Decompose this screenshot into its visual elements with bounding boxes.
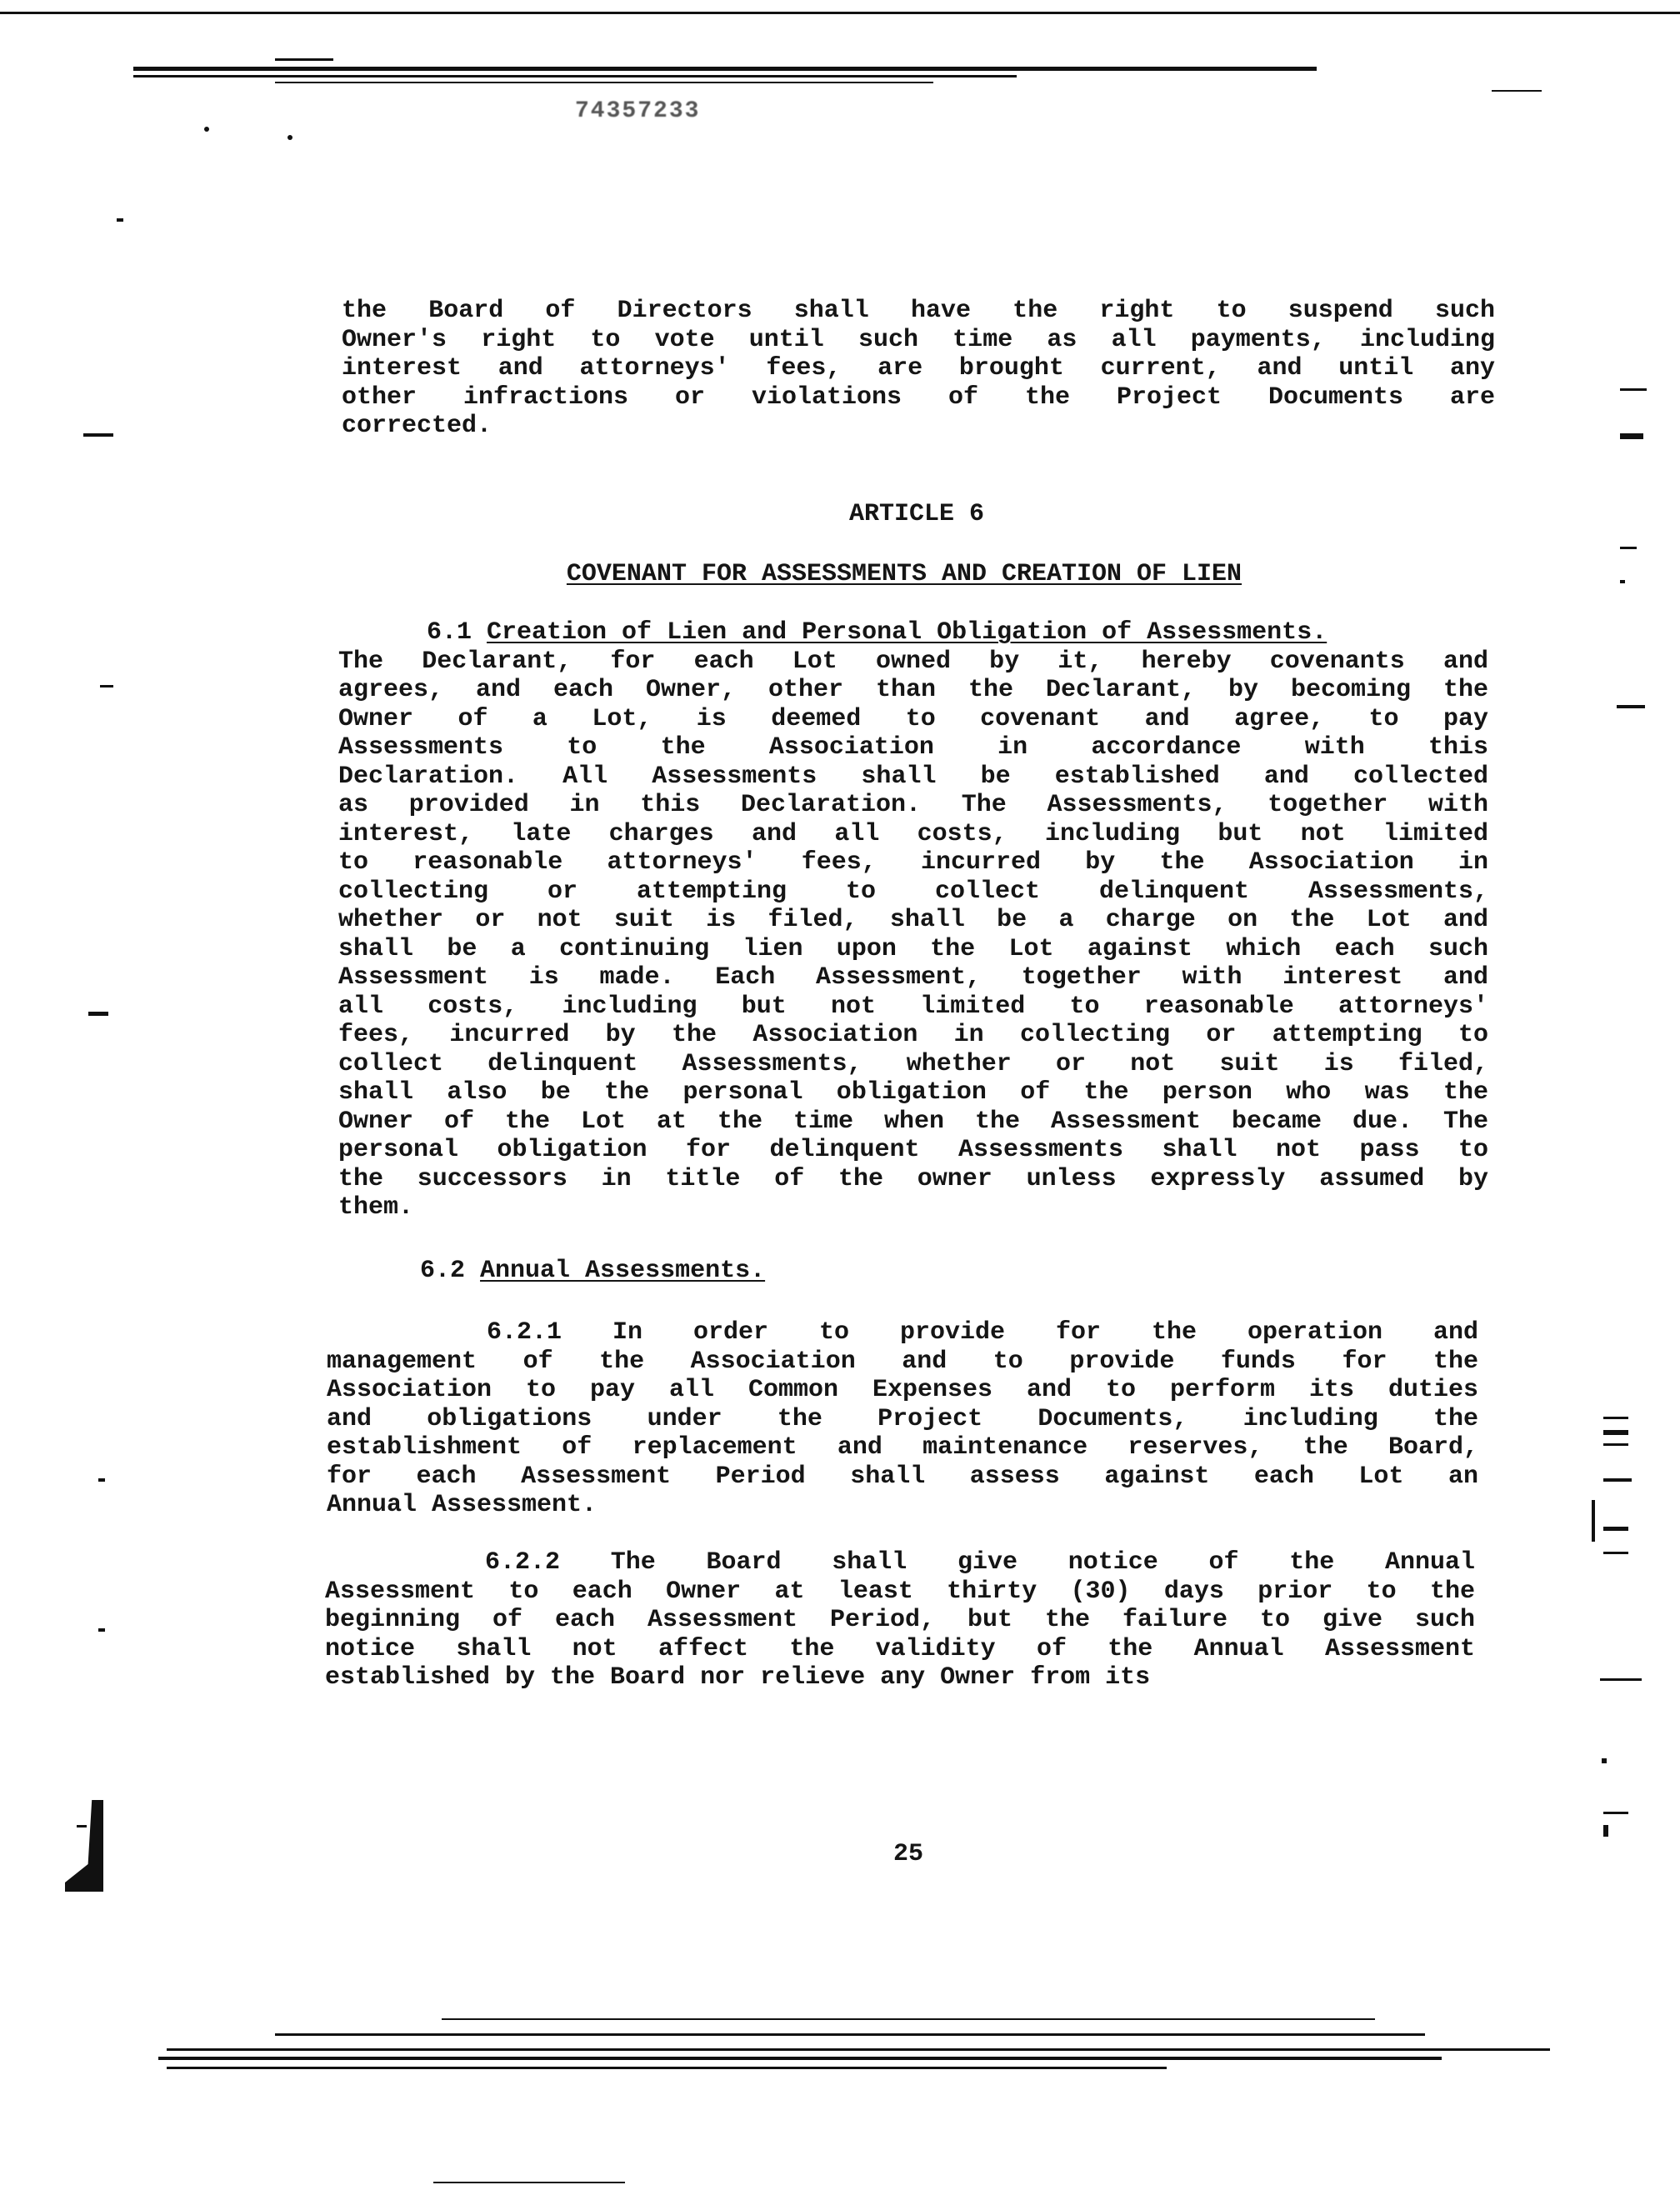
scan-rule-bottom-3	[167, 2048, 1550, 2051]
text-line: collecting or attempting to collect delinquent Assessments,	[338, 877, 1488, 906]
margin-mark	[1620, 580, 1625, 583]
scan-rule-top-5	[1492, 90, 1542, 92]
margin-mark	[1603, 1552, 1628, 1554]
text-line: all costs, including but not limited to reasonable attorneys'	[338, 992, 1488, 1021]
margin-mark	[1620, 433, 1643, 439]
text-line: and obligations under the Project Documents, including the	[327, 1404, 1478, 1433]
text-line: Owner of the Lot at the time when the Assessment became due. The	[338, 1107, 1488, 1136]
text-line: established by the Board nor relieve any Owner from its	[325, 1663, 1151, 1692]
margin-mark	[77, 1825, 87, 1828]
margin-mark	[100, 685, 113, 688]
text-line: interest, late charges and all costs, including but not limited	[338, 819, 1488, 848]
text-line: Owner's right to vote until such time as all payments, including	[342, 325, 1495, 354]
text-line: fees, incurred by the Association in collecting or attempting to	[338, 1021, 1488, 1049]
header-stamp: 74357233	[575, 98, 701, 124]
scan-rule-top-4	[275, 82, 933, 83]
margin-mark	[1592, 1500, 1595, 1542]
margin-mark	[1603, 1417, 1628, 1419]
section-6-2-2	[325, 1548, 1475, 1692]
section-6-2-heading-row	[420, 1257, 1170, 1286]
text-line: Annual Assessment.	[327, 1491, 598, 1519]
scan-dot	[288, 135, 292, 140]
text-line: notice shall not affect the validity of the Annual Assessment	[325, 1634, 1475, 1663]
text-line: shall also be the personal obligation of the person who was the	[338, 1078, 1488, 1107]
margin-blot	[65, 1800, 103, 1892]
text-line: beginning of each Assessment Period, but the failure to give such	[325, 1606, 1475, 1634]
margin-mark	[1620, 388, 1647, 391]
margin-mark	[98, 1478, 105, 1482]
text-line: Assessments to the Association in accordance with this	[338, 733, 1488, 762]
margin-mark	[1603, 1443, 1628, 1446]
article-title: ARTICLE 6	[848, 500, 985, 528]
text-line: interest and attorneys' fees, are brought current, and until any	[342, 354, 1495, 382]
scan-rule-bottom-1	[442, 2018, 1375, 2020]
article-subtitle	[467, 560, 1342, 588]
text-line: Owner of a Lot, is deemed to covenant and agree, to pay	[338, 704, 1488, 733]
scan-rule-top-1	[275, 58, 333, 61]
section-6-1-heading: Creation of Lien and Personal Obligation of Assessments.	[487, 618, 1328, 647]
text-line: collect delinquent Assessments, whether or not suit is filed,	[338, 1049, 1488, 1078]
section-6-2-1	[327, 1318, 1478, 1520]
section-6-2-heading-line	[420, 1257, 1170, 1286]
section-6-1-number: 6.1	[427, 618, 472, 647]
section-6-1-heading-line	[338, 618, 1488, 648]
text-line: corrected.	[342, 412, 492, 440]
article-subtitle-text: COVENANT FOR ASSESSMENTS AND CREATION OF LIEN	[566, 560, 1242, 588]
margin-mark	[1617, 705, 1645, 708]
section-6-1	[338, 618, 1488, 1222]
text-line: management of the Association and to provide funds for the	[327, 1347, 1478, 1376]
margin-mark	[1603, 1825, 1608, 1837]
page-number: 25	[892, 1840, 923, 1868]
text-line: personal obligation for delinquent Assessments shall not pass to	[338, 1136, 1488, 1164]
scan-rule-bottom-2	[275, 2033, 1425, 2036]
text-line: whether or not suit is filed, shall be a charge on the Lot and	[338, 906, 1488, 934]
scan-rule-top-2	[133, 67, 1317, 71]
text-line: establishment of replacement and maintenance reserves, the Board,	[327, 1433, 1478, 1462]
margin-mark	[117, 218, 123, 222]
section-6-2-heading: Annual Assessments.	[480, 1257, 766, 1285]
text-line: them.	[338, 1193, 414, 1222]
intro-paragraph	[342, 297, 1495, 441]
scan-rule-bottom-6	[433, 2182, 625, 2183]
margin-mark	[83, 433, 113, 437]
text-line: the Board of Directors shall have the right to suspend such	[342, 297, 1495, 325]
margin-mark	[98, 1628, 105, 1632]
scan-rule-top-3	[133, 75, 1017, 78]
text-line: shall be a continuing lien upon the Lot against which each such	[338, 934, 1488, 963]
scan-rule-bottom-5	[167, 2067, 1167, 2069]
text-line: agrees, and each Owner, other than the Declarant, by becoming the	[338, 676, 1488, 704]
margin-mark	[1603, 1430, 1628, 1435]
margin-mark	[88, 1012, 108, 1016]
text-line: the successors in title of the owner unless expressly assumed by	[338, 1164, 1488, 1193]
text-line: Assessment is made. Each Assessment, together with interest and	[338, 963, 1488, 992]
margin-mark	[1602, 1758, 1607, 1763]
margin-mark	[1603, 1812, 1628, 1814]
text-line: for each Assessment Period shall assess against each Lot an	[327, 1462, 1478, 1491]
text-line: other infractions or violations of the Project Documents are	[342, 382, 1495, 412]
section-6-2-number: 6.2	[420, 1257, 466, 1285]
text-line: to reasonable attorneys' fees, incurred by the Association in	[338, 848, 1488, 877]
text-line: 6.2.1 In order to provide for the operation and	[487, 1318, 1478, 1347]
text-line: Declaration. All Assessments shall be established and collected	[338, 762, 1488, 791]
text-line: The Declarant, for each Lot owned by it, hereby covenants and	[338, 647, 1488, 676]
scan-dot	[204, 127, 209, 132]
scan-border-top	[0, 12, 1680, 14]
margin-mark	[1600, 1678, 1642, 1681]
text-line: 6.2.2 The Board shall give notice of the Annual	[485, 1548, 1475, 1577]
scan-rule-bottom-4	[158, 2057, 1442, 2060]
text-line: as provided in this Declaration. The Assessments, together with	[338, 791, 1488, 819]
margin-mark	[1603, 1527, 1628, 1531]
text-line: Association to pay all Common Expenses and to perform its duties	[327, 1376, 1478, 1404]
text-line: Assessment to each Owner at least thirty (30) days prior to the	[325, 1577, 1475, 1606]
margin-mark	[1620, 547, 1637, 549]
margin-mark	[1603, 1478, 1632, 1482]
